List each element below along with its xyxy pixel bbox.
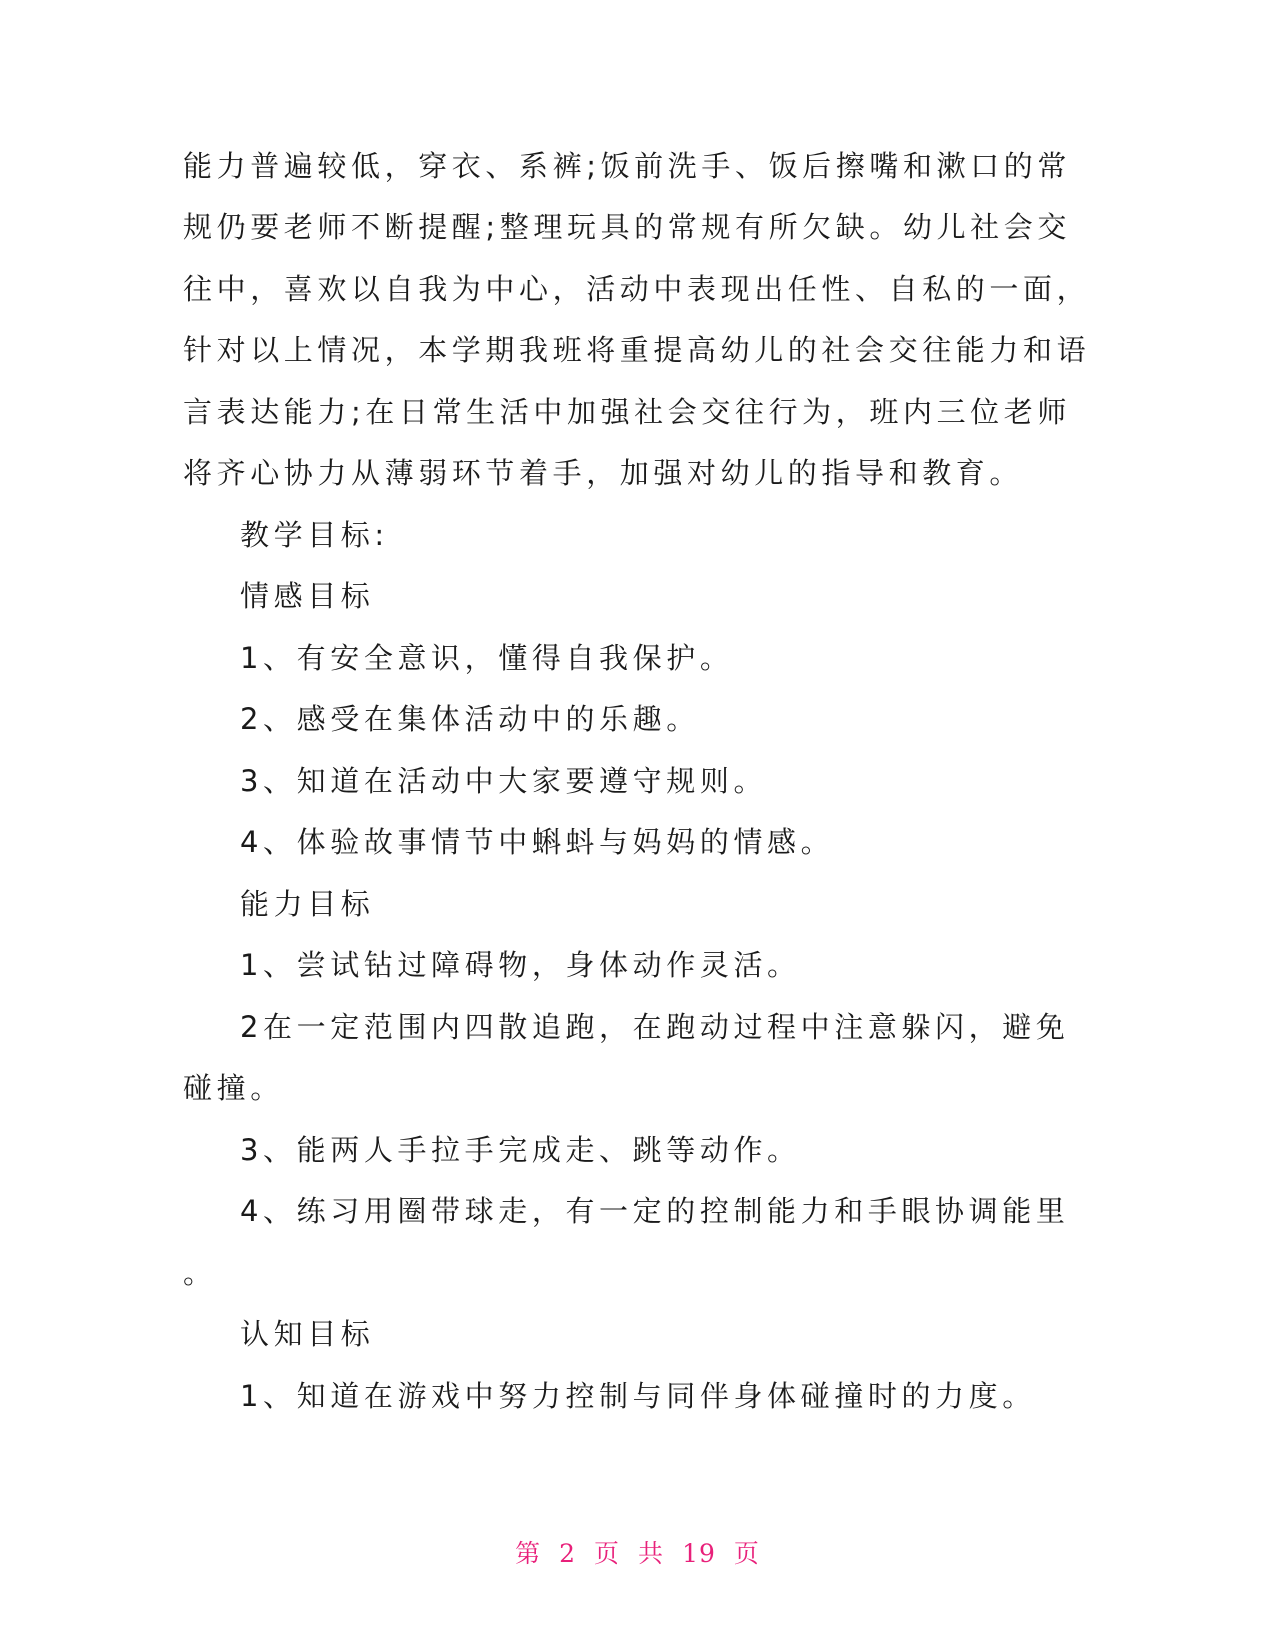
paragraph-line: 针对以上情况，本学期我班将重提高幼儿的社会交往能力和语 bbox=[183, 333, 1091, 367]
footer-page-word: 页 bbox=[594, 1539, 621, 1568]
ability-goal-item: 4、练习用圈带球走，有一定的控制能力和手眼协调能里 bbox=[240, 1194, 1070, 1228]
footer-prefix: 第 bbox=[515, 1539, 542, 1568]
page-footer bbox=[0, 1538, 1275, 1570]
paragraph-line: 规仍要老师不断提醒;整理玩具的常规有所欠缺。幼儿社会交 bbox=[183, 210, 1071, 244]
emotion-goal-item: 2、感受在集体活动中的乐趣。 bbox=[240, 702, 700, 736]
ability-goal-item: 1、尝试钻过障碍物，身体动作灵活。 bbox=[240, 948, 801, 982]
emotion-goal-item: 3、知道在活动中大家要遵守规则。 bbox=[240, 764, 768, 798]
paragraph-line: 言表达能力;在日常生活中加强社会交往行为，班内三位老师 bbox=[183, 395, 1071, 429]
cognition-goal-item: 1、知道在游戏中努力控制与同伴身体碰撞时的力度。 bbox=[240, 1379, 1036, 1413]
paragraph-line: 将齐心协力从薄弱环节着手，加强对幼儿的指导和教育。 bbox=[183, 456, 1024, 490]
ability-goal-item-continuation: 。 bbox=[183, 1256, 217, 1290]
teaching-goals-heading: 教学目标: bbox=[240, 518, 389, 552]
footer-suffix: 页 bbox=[733, 1539, 760, 1568]
ability-goal-item: 3、能两人手拉手完成走、跳等动作。 bbox=[240, 1133, 801, 1167]
ability-goal-item-continuation: 碰撞。 bbox=[183, 1071, 284, 1105]
emotion-goal-item: 4、体验故事情节中蝌蚪与妈妈的情感。 bbox=[240, 825, 835, 859]
footer-total-word: 共 bbox=[638, 1539, 665, 1568]
footer-page-number: 2 bbox=[559, 1539, 577, 1568]
ability-goals-heading: 能力目标 bbox=[240, 887, 375, 921]
paragraph-line: 往中，喜欢以自我为中心，活动中表现出任性、自私的一面， bbox=[183, 272, 1091, 306]
ability-goal-item: 2在一定范围内四散追跑，在跑动过程中注意躲闪，避免 bbox=[240, 1010, 1070, 1044]
paragraph-line: 能力普遍较低，穿衣、系裤;饭前洗手、饭后擦嘴和漱口的常 bbox=[183, 149, 1071, 183]
cognition-goals-heading: 认知目标 bbox=[240, 1317, 375, 1351]
footer-total-pages: 19 bbox=[682, 1539, 716, 1568]
emotion-goal-item: 1、有安全意识，懂得自我保护。 bbox=[240, 641, 734, 675]
emotion-goals-heading: 情感目标 bbox=[240, 579, 375, 613]
